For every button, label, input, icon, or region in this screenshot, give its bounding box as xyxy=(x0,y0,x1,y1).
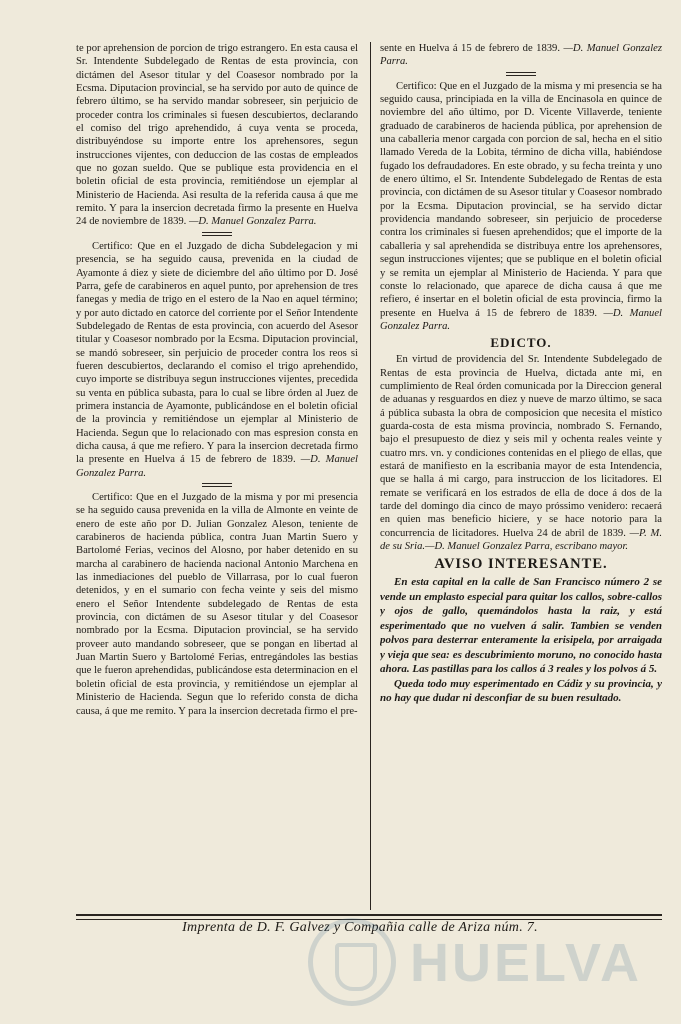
imprint-line: Imprenta de D. F. Galvez y Compañia calle de Ariza núm. 7. xyxy=(182,920,538,935)
right-column xyxy=(380,42,662,912)
paragraph-aviso-1: En esta capital en la calle de San Francisco número 2 se vende un emplasto especial para quitar los callos, sobre-callos y ojos de gallo, quemándolos hasta la raiz, y está esperimentado que no vuelven á salir. Tambien se venden polvos para desterrar enteramente la erisipela, por arraigada y vieja que sea: es descubrimiento moruno, no conocido hasta ahora. Las pastillas para los callos á 3 reales y los polvos á 5. xyxy=(380,576,662,676)
paragraph-aviso-2: Queda todo muy esperimentado en Cádiz y su provincia, y no hay que dudar ni desconfiar de su buen resultado. xyxy=(380,677,662,705)
signature: —P. M. de su Sria.—D. Manuel Gonzalez Parra, escribano mayor. xyxy=(380,527,662,553)
paragraph-certifico-ayamonte: Certifico: Que en el Juzgado de dicha Subdelegacion y mi presencia, se ha seguido causa, prevenida en la ciudad de Ayamonte á diez y siete de diciembre del año último por D. José Parra, gefe de carabineros en aquel punto, por aprehension de tres fanegas y media de trigo en el estero de la Nao en aquel término; y por auto dictado en catorce del corriente por el Señor Intendente Subdelegado de Rentas de esta provincia, con acuerdo del Asesor titular y Coasesor nombrado por la Ecsma. Diputacion provincial, se mandó sobreseer, sin perjuicio de proceder contra los reos si fueren descubiertos, declarando el comiso el trigo aprehendido, cuyo importe se distribuya segun instrucciones vijentes, precedida su venta en pública subasta, para lo cual se libre órden al Juez de primera instancia de Ayamonte, publicándose en el boletin oficial de la provincia y remitiéndose un ejemplar al Ministerio de Hacienda. Segun que lo relacionado con mas espresion consta en dicha causa, á que me refiero. Y para la insercion decretada firmo la presente en Huelva á 15 de febrero de 1839. —D. Manuel Gonzalez Parra. xyxy=(76,240,358,479)
paragraph-edicto: En virtud de providencia del Sr. Intendente Subdelegado de Rentas de esta provincia de Huelva, dictada ante mi, en cumplimiento de Real órden comunicada por la Direccion general de aduanas y resguardos en diez y nueve de marzo último, se saca á pública subasta la obra de composicion que necesita el místico guarda-costa de esta misma provincia, nombrado S. Fernando, bajo el presupuesto de diez y seis mil y ochenta reales veinte y cuatro mrs. vn. y condiciones contenidas en el pliego de ellas, que estará de manifiesto en la escribania mayor de esta Intendencia, que se halla á mi cargo, para instruccion de los licitadores. El remate se verificará en los estrados de ella de doce á dos de la tarde del domingo dia cinco de mayo próssimo venidero: recaerá en quien mas beneficio hiciere, y se hace notorio para la concurrencia de licitadores. Huelva 24 de abril de 1839. —P. M. de su Sria.—D. Manuel Gonzalez Parra, escribano mayor. xyxy=(380,354,662,553)
edicto-heading: EDICTO. xyxy=(490,335,552,351)
signature: —D. Manuel Gonzalez Parra. xyxy=(380,307,662,332)
separator-ornament xyxy=(202,483,232,487)
aviso-heading: AVISO INTERESANTE. xyxy=(434,556,608,573)
paragraph-almonte-end: sente en Huelva á 15 de febrero de 1839. —D. Manuel Gonzalez Parra. xyxy=(380,43,662,68)
signature: —D. Manuel Gonzalez Parra. xyxy=(380,43,662,68)
separator-ornament xyxy=(202,232,232,236)
signature: —D. Manuel Gonzalez Parra. xyxy=(76,454,358,479)
watermark-text: HUELVA xyxy=(410,933,642,993)
paragraph-certifico-encinasola: Certifico: Que en el Juzgado de la misma y mi presencia se ha seguido causa, principiada en la villa de Encinasola en quince de noviembre del año último, por D. Vicente Villaverde, teniente graduado de carabineros de hacienda pública, por aprehension de una caballeria menor cargada con porcion de sal, hecha en el sitio llamado Vereda de la Lobita, término de dicha villa, habiéndose fugado los defraudadores. En este obrado, y su fecha treinta y uno de enero último, el Sr. Intendente Subdelegado de Rentas de esta provincia, con dictámen de su Asesor titular y Coasesor nombrado por la Ecsma. Diputacion provincial, se ha servido dictar providencia mandando sobreseer, sin perjuicio de procederse contra los criminales si fuesen aprehendidos; que el importe de la caballeria y sal aprehendida se distribuya entre los aprehensores, segun instrucciones vijentes; que se publique en el boletin oficial y se remita un ejemplar al Ministerio de Hacienda. Y para que conste lo relacionado, que aparece de dicha causa á que me refiero, é insertar en el boletin oficial de esta provincia, firmo la presente en Huelva á 15 de febrero de 1839. —D. Manuel Gonzalez Parra. xyxy=(380,80,662,332)
printed-sheet xyxy=(60,42,660,938)
archive-watermark xyxy=(300,918,650,998)
paragraph-trigo-continuation: te por aprehension de porcion de trigo estrangero. En esta causa el Sr. Intendente Subdelegado de Rentas de esta provincia, con dictámen del Asesor titular y del Coasesor nombrado por la Ecsma. Diputacion provincial, se ha servido por auto de quince de febrero último, se ha servido mandar sobreseer, sin perjuicio de proceder contra los criminales si fuesen descubiertos, declarando el comiso del trigo aprehendido, á cuya venta se proceda, distribuyéndose su importe entre los aprehensores, segun instrucciones vijentes, con deduccion de las costas de empleados que no gozan sueldo. Que se publique esta providencia en el boletin oficial de esta provincia, remitiéndose un ejemplar al Ministerio de Hacienda. Asi resulta de la referida causa á que me remito. Y para la insercion decretada firmo la presente en Huelva 24 de noviembre de 1839. —D. Manuel Gonzalez Parra. xyxy=(76,43,358,228)
signature: —D. Manuel Gonzalez Parra. xyxy=(188,216,317,228)
seal-icon xyxy=(308,918,396,1006)
column-divider xyxy=(370,42,371,910)
aviso-block xyxy=(380,575,662,706)
paragraph-certifico-almonte: Certifico: Que en el Juzgado de la misma y por mi presencia se ha seguido causa prevenida en la villa de Almonte en veinte de enero de este año por D. Julian Gonzalez Aleson, teniente de carabineros de hacienda pública, contra Juan Martin Suero y Bartolomé Ferias, vecinos del Alosno, por haber detenido en su marcha al carabinero de hacienda nacional Antonio Marchena en las inmediaciones del pueblo de Villarrasa, por lo cual fueron detenidos, y en el sumario con fecha veinte y seis del mismo enero el Señor Intendente subdelegado de Rentas de esta provincia, con dictámen de su Asesor titular y del Coasesor nombrado por la Ecsma. Diputacion provincial, se ha servido proveer auto mandando sobreseer, que se pongan en libertad al Juan Martin Suero y Bartolomé Ferias, entregándoles las bestias que le fueron aprehendidas, publicándose esta determinacion en el boletin oficial de esta provincia, y remitiéndose un ejemplar al Ministerio de Hacienda. Segun que lo referido consta de dicha causa, á que me remito. Y para la insercion decretada firmo el pre- xyxy=(76,492,358,717)
separator-ornament xyxy=(506,72,536,76)
left-column xyxy=(76,42,358,912)
